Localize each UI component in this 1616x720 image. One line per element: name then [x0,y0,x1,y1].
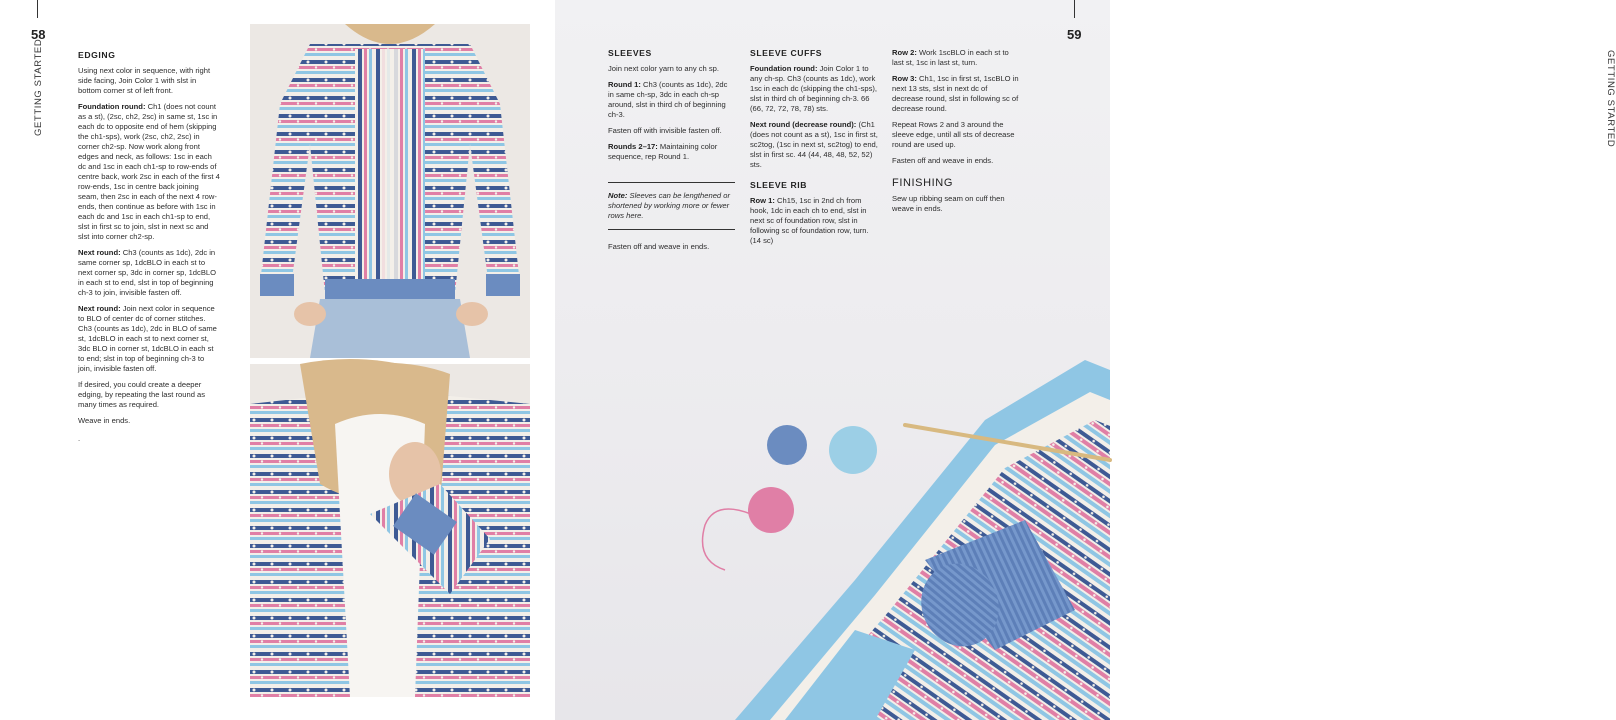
right-page [555,0,1616,720]
sleeve-rib-row-3: Row 3: Ch1, 1sc in first st, 1scBLO in next 13 sts, slst in next dc of decrease round, slst in following sc of decrease round. [892,74,1019,113]
running-head: GETTING STARTED [33,38,44,136]
sleeve-rib-heading: SLEEVE RIB [750,180,808,190]
sleeves-section [608,48,735,258]
edging-next-round-2: Next round: Join next color in sequence to BLO of center dc of corner stitches. Ch3 (counts as 1dc), 2dc in BLO of same st, 1dcBLO in each st to next corner st, 3dc BLO in corner st, 1dcBLO in each st to end; slst in top of beginning ch-3 to join, invisible fasten off. [78,304,217,373]
flat-lay-photo [555,330,1110,720]
edging-deeper-note: If desired, you could create a deeper edging, by repeating the last round as many times as required. [78,380,206,409]
edging-next-round-1: Next round: Ch3 (counts as 1dc), 2dc in same corner sp, 1dcBLO in each st to next corner sp, 3dc in corner sp, 1dcBLO in each st to end, slst in top of beginning ch-3 to join, invisible fasten off. [78,248,217,297]
sleeve-rib-repeat: Repeat Rows 2 and 3 around the sleeve edge, until all sts of decrease round are used up. [892,120,1015,149]
sleeve-cuffs-heading: SLEEVE CUFFS [750,48,823,58]
sleeve-rib-fasten: Fasten off and weave in ends. [892,156,994,165]
sleeves-heading: SLEEVES [608,48,652,58]
page-number: 59 [1067,27,1082,42]
sleeve-rib-continued [892,48,1020,220]
sleeves-round-1: Round 1: Ch3 (counts as 1dc), 2dc in same ch-sp, 3dc in each ch-sp around, slst in third ch of beginning ch-3. [608,80,728,119]
sleeve-cuffs-decrease: Next round (decrease round): (Ch1 (does not count as a st), 1sc in first st, sc2tog, (1sc in next st, sc2tog) to end, slst in first sc. 44 (44, 48, 48, 52, 52) sts. [750,120,878,169]
edging-weave: Weave in ends. [78,416,131,425]
sleeve-rib-row-1: Row 1: Ch15, 1sc in 2nd ch from hook, 1dc in each ch to end, slst in next sc of foundation row, slst in following sc of foundation row, turn. (14 sc) [750,196,869,245]
sleeves-join: Join next color yarn to any ch sp. [608,64,720,73]
page-number: 58 [31,27,46,42]
left-page [0,0,555,720]
edging-dot: . [78,434,81,443]
edging-foundation: Foundation round: Ch1 (does not count as a st), (2sc, ch2, 2sc) in same st, 1sc in each dc to opposite end of hem (skipping the ch1-sps), work (2sc, ch2, 2sc) in corner ch2-sp. Now work along front edges and neck, as follows: 1sc in each dc and 1sc in each ch1-sp to row-ends of centre back, work 2sc in each of the first 4 row-ends, 1sc in centre back joining seam, then 2sc in each of the next 4 row-ends, then continue as before with 1sc in each dc and 1sc in each ch1-sp to end, slst in first sc to join, slst in next sc and slst into corner ch2-sp. [78,102,220,241]
sleeve-cuffs-section [750,48,878,252]
sleeves-note: Note: Sleeves can be lengthened or shortened by working more or fewer rows here. [608,182,735,230]
cardigan-back-photo [250,24,530,358]
sleeves-rounds-2-17: Rounds 2–17: Maintaining color sequence, rep Round 1. [608,142,718,161]
running-head: GETTING STARTED [1605,50,1616,148]
edging-intro: Using next color in sequence, with right side facing, Join Color 1 with slst in bottom corner st of left front. [78,66,211,95]
edging-section [78,50,220,450]
finishing-text: Sew up ribbing seam on cuff then weave in ends. [892,194,1005,213]
header-rule [1074,0,1075,18]
finishing-heading: FINISHING [892,177,954,189]
sleeve-cuffs-foundation: Foundation round: Join Color 1 to any ch-sp. Ch3 (counts as 1dc), work 1sc in each dc (skipping the ch1-sps), slst in third ch of beginning ch-3. 66 (66, 72, 72, 78, 78) sts. [750,64,878,113]
edging-heading: EDGING [78,50,116,60]
sleeves-fasten-invisible: Fasten off with invisible fasten off. [608,126,722,135]
header-rule [37,0,38,18]
cardigan-front-photo [250,364,530,697]
sleeve-rib-row-2: Row 2: Work 1scBLO in each st to last st, 1sc in last st, turn. [892,48,1009,67]
sleeves-fasten-weave: Fasten off and weave in ends. [608,242,710,251]
